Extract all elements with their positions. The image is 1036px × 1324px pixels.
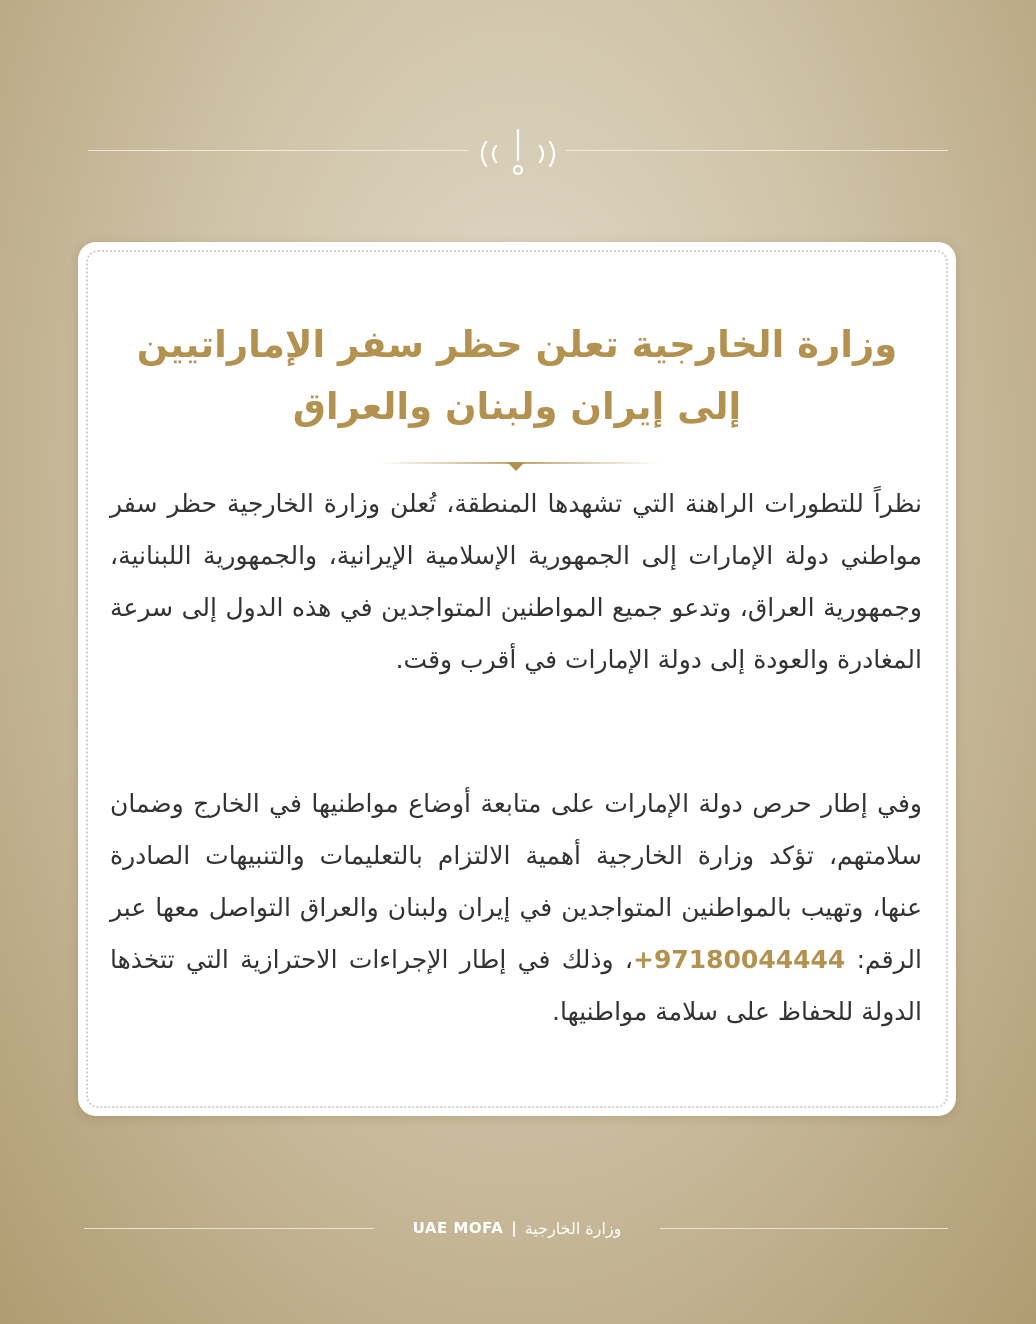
paragraph-1: نظراً للتطورات الراهنة التي تشهدها المنطقة، تُعلن وزارة الخارجية حظر سفر مواطني دولة الإمارات إلى الجمهورية الإسلامية الإيرانية، والجمهورية اللبنانية، وجمهورية العراق، وتدعو جميع المواطنين المتواجدين في هذه الدول إلى سرعة المغادرة والعودة إلى دولة الإمارات في أقرب وقت. — [110, 489, 922, 674]
paragraph-2-outro: ، وذلك في إطار الإجراءات الاحترازية التي تتخذها الدولة للحفاظ على سلامة مواطنيها. — [110, 945, 922, 1026]
divider-arrow-icon — [507, 462, 525, 471]
top-rule-right — [566, 150, 948, 151]
top-rule-left — [88, 150, 468, 151]
footer-brand — [374, 1214, 660, 1242]
paragraph-2-intro: وفي إطار حرص دولة الإمارات على متابعة أوضاع مواطنيها في الخارج وضمان سلامتهم، تؤكد وزارة الخارجية أهمية الالتزام بالتعليمات والتنبيهات الصادرة عنها، وتهيب بالمواطنين المتواجدين في إيران ولبنان والعراق التواصل معها عبر الرقم: — [110, 789, 922, 974]
announcement-title: وزارة الخارجية تعلن حظر سفر الإماراتيين إلى إيران ولبنان والعراق — [136, 323, 898, 428]
alert-broadcast-icon — [470, 124, 566, 184]
paragraph-2 — [110, 778, 922, 1038]
brand-separator: | — [511, 1219, 517, 1237]
announcement-card — [78, 242, 956, 1116]
brand-ar: وزارة الخارجية — [524, 1218, 622, 1238]
footer-rule-right — [660, 1228, 948, 1229]
brand-en: UAE MOFA — [412, 1219, 504, 1237]
phone-number[interactable]: +97180044444 — [633, 945, 846, 974]
footer-rule-left — [84, 1228, 374, 1229]
